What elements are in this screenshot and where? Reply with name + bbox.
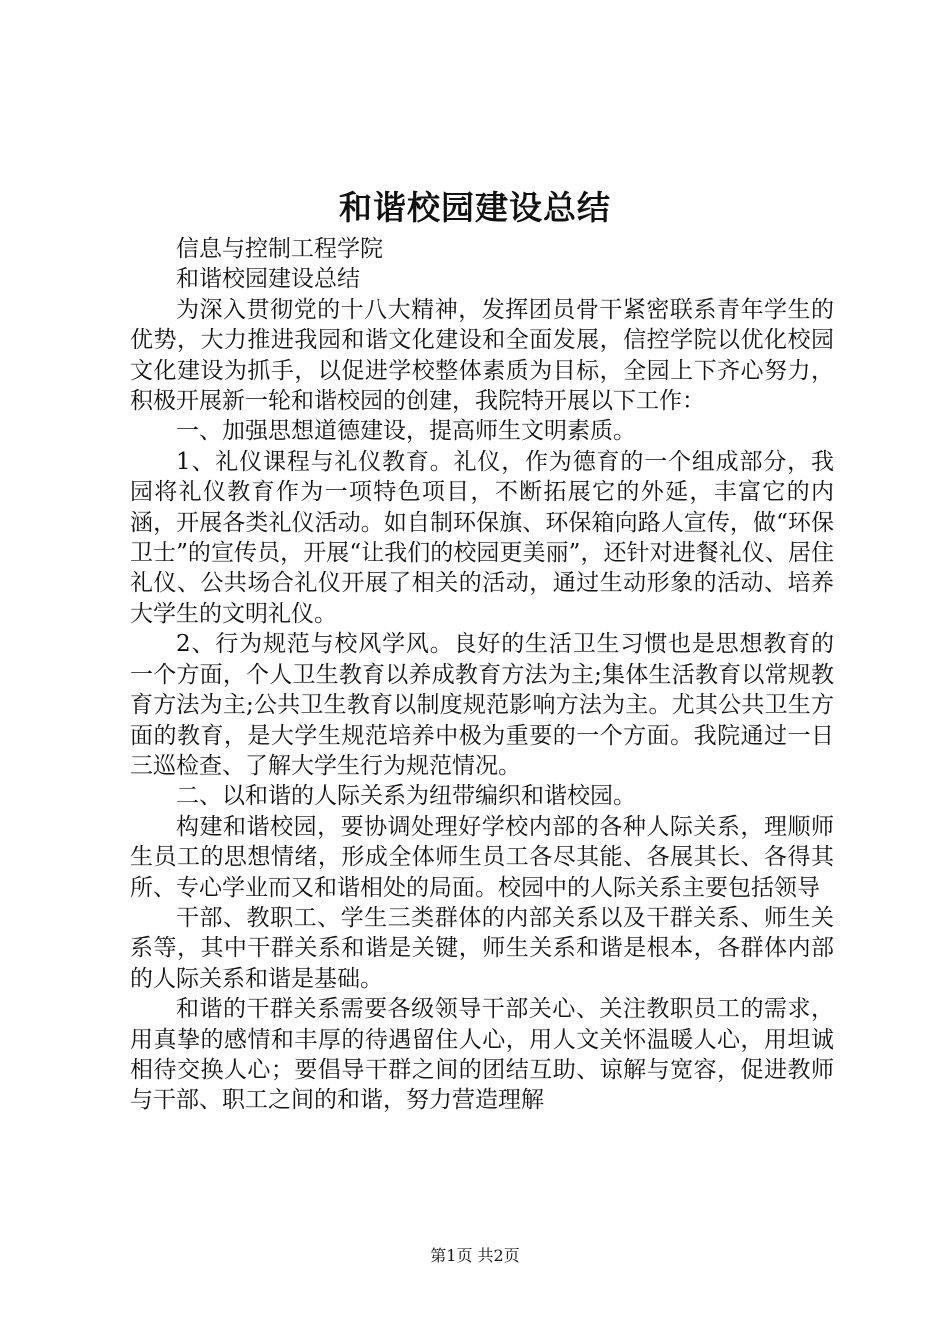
paragraph-cadre-relations: 和谐的干群关系需要各级领导干部关心、关注教职员工的需求，用真挚的感情和丰厚的待遇留住人心，用人文关怀温暖人心，用坦诚相待交换人心；要倡导干群之间的团结互助、谅解与宽容，促进教师与干部、职工之间的和谐，努力营造理解 [130, 996, 834, 1114]
document-title: 和谐校园建设总结 [339, 188, 611, 227]
document-body [130, 234, 834, 1116]
paragraph-behavior: 2、行为规范与校风学风。良好的生活卫生习惯也是思想教育的一个方面，个人卫生教育以养成教育方法为主;集体生活教育以常规教育方法为主;公共卫生教育以制度规范影响方法为主。尤其公共卫生方面的教育，是大学生规范培养中极为重要的一个方面。我院通过一日三巡检查、了解大学生行为规范情况。 [130, 631, 834, 779]
paragraph-subtitle: 和谐校园建设总结 [176, 266, 360, 293]
paragraph-relations-continued: 干部、教职工、学生三类群体的内部关系以及干群关系、师生关系等，其中干群关系和谐是关键，师生关系和谐是根本，各群体内部的人际关系和谐是基础。 [130, 904, 834, 992]
paragraph-relations: 构建和谐校园，要协调处理好学校内部的各种人际关系，理顺师生员工的思想情绪，形成全体师生员工各尽其能、各展其长、各得其所、专心学业而又和谐相处的局面。校园中的人际关系主要包括领导 [130, 813, 834, 901]
paragraph-intro: 为深入贯彻党的十八大精神，发挥团员骨干紧密联系青年学生的优势，大力推进我园和谐文化建设和全面发展，信控学院以优化校园文化建设为抓手，以促进学校整体素质为目标，全园上下齐心努力，积极开展新一轮和谐校园的创建，我院特开展以下工作： [130, 296, 834, 415]
paragraph-section-1-heading: 一、加强思想道德建设，提高师生文明素质。 [176, 418, 636, 445]
paragraph-section-2-heading: 二、以和谐的人际关系为纽带编织和谐校园。 [176, 783, 636, 810]
page-footer: 第1页 共2页 [430, 1246, 520, 1265]
paragraph-etiquette: 1、礼仪课程与礼仪教育。礼仪，作为德育的一个组成部分，我园将礼仪教育作为一项特色项目，不断拓展它的外延，丰富它的内涵，开展各类礼仪活动。如自制环保旗、环保箱向路人宣传，做“环保卫士”的宣传员，开展“让我们的校园更美丽”，还针对进餐礼仪、居住礼仪、公共场合礼仪开展了相关的活动，通过生动形象的活动、培养大学生的文明礼仪。 [130, 448, 834, 627]
paragraph-department: 信息与控制工程学院 [176, 236, 383, 262]
